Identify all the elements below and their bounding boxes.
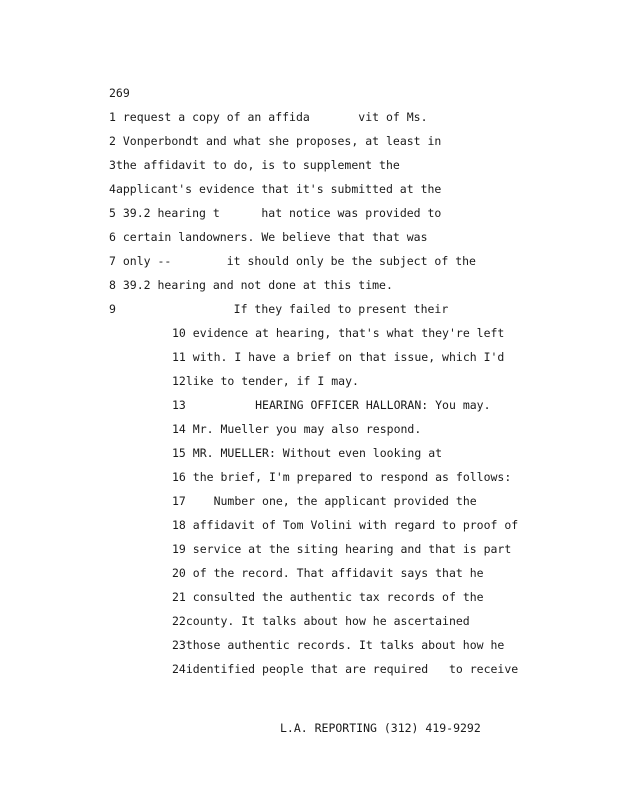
line-text: like to tender, if I may. (185, 374, 359, 388)
line-number: 6 (109, 230, 116, 244)
line-number: 22 (172, 614, 186, 628)
transcript-line-21 (172, 590, 484, 604)
reporter-footer: L.A. REPORTING (312) 419-9292 (280, 721, 481, 735)
transcript-line-24 (172, 662, 518, 676)
transcript-line-20 (172, 566, 484, 580)
page-number: 269 (109, 86, 130, 100)
transcript-line-18 (172, 518, 518, 532)
line-text: 39.2 hearing and not done at this time. (122, 278, 393, 292)
line-text: evidence at hearing, that's what they're left (192, 326, 505, 340)
line-number: 13 (172, 398, 186, 412)
transcript-line-3 (109, 158, 400, 172)
line-text: with. I have a brief on that issue, which I'd (192, 350, 505, 364)
line-number: 5 (109, 206, 116, 220)
line-text: 39.2 hearing t hat notice was provided to (122, 206, 442, 220)
transcript-line-19 (172, 542, 511, 556)
line-number: 15 (172, 446, 186, 460)
line-number: 18 (172, 518, 186, 532)
line-text: certain landowners. We believe that that was (122, 230, 428, 244)
line-text: those authentic records. It talks about how he (185, 638, 505, 652)
line-text: affidavit of Tom Volini with regard to proof of (192, 518, 519, 532)
transcript-line-14 (172, 422, 421, 436)
line-number: 24 (172, 662, 186, 676)
transcript-line-8 (109, 278, 393, 292)
transcript-line-1 (109, 110, 428, 124)
line-text: applicant's evidence that it's submitted at the (115, 182, 442, 196)
line-text: MR. MUELLER: Without even looking at (192, 446, 443, 460)
line-number: 2 (109, 134, 116, 148)
transcript-line-2 (109, 134, 441, 148)
transcript-line-15 (172, 446, 442, 460)
line-number: 14 (172, 422, 186, 436)
line-number: 10 (172, 326, 186, 340)
transcript-line-5 (109, 206, 441, 220)
transcript-line-17 (172, 494, 477, 508)
line-number: 1 (109, 110, 116, 124)
transcript-line-10 (172, 326, 504, 340)
transcript-line-12 (172, 374, 359, 388)
line-number: 7 (109, 254, 116, 268)
transcript-line-7 (109, 254, 476, 268)
line-number: 23 (172, 638, 186, 652)
line-number: 17 (172, 494, 186, 508)
line-text: service at the siting hearing and that is part (192, 542, 512, 556)
line-text: consulted the authentic tax records of the (192, 590, 484, 604)
line-number: 12 (172, 374, 186, 388)
line-text: of the record. That affidavit says that he (192, 566, 484, 580)
line-text: the affidavit to do, is to supplement the (115, 158, 400, 172)
line-text: only -- it should only be the subject of the (122, 254, 476, 268)
transcript-line-6 (109, 230, 428, 244)
line-number: 8 (109, 278, 116, 292)
transcript-line-23 (172, 638, 504, 652)
line-text: Vonperbondt and what she proposes, at least in (122, 134, 442, 148)
transcript-line-9 (109, 302, 448, 316)
line-text: request a copy of an affida vit of Ms. (122, 110, 428, 124)
line-text: identified people that are required to receive (185, 662, 519, 676)
line-number: 19 (172, 542, 186, 556)
line-number: 4 (109, 182, 116, 196)
line-number: 11 (172, 350, 186, 364)
line-text: Mr. Mueller you may also respond. (192, 422, 422, 436)
line-text: If they failed to present their (122, 302, 449, 316)
line-text: HEARING OFFICER HALLORAN: You may. (192, 398, 491, 412)
line-number: 3 (109, 158, 116, 172)
transcript-line-16 (172, 470, 511, 484)
line-text: the brief, I'm prepared to respond as follows: (192, 470, 512, 484)
line-number: 21 (172, 590, 186, 604)
line-number: 9 (109, 302, 116, 316)
transcript-line-22 (172, 614, 470, 628)
line-text: Number one, the applicant provided the (192, 494, 477, 508)
line-number: 20 (172, 566, 186, 580)
line-text: county. It talks about how he ascertained (185, 614, 470, 628)
transcript-line-11 (172, 350, 504, 364)
transcript-line-4 (109, 182, 441, 196)
line-number: 16 (172, 470, 186, 484)
transcript-line-13 (172, 398, 491, 412)
